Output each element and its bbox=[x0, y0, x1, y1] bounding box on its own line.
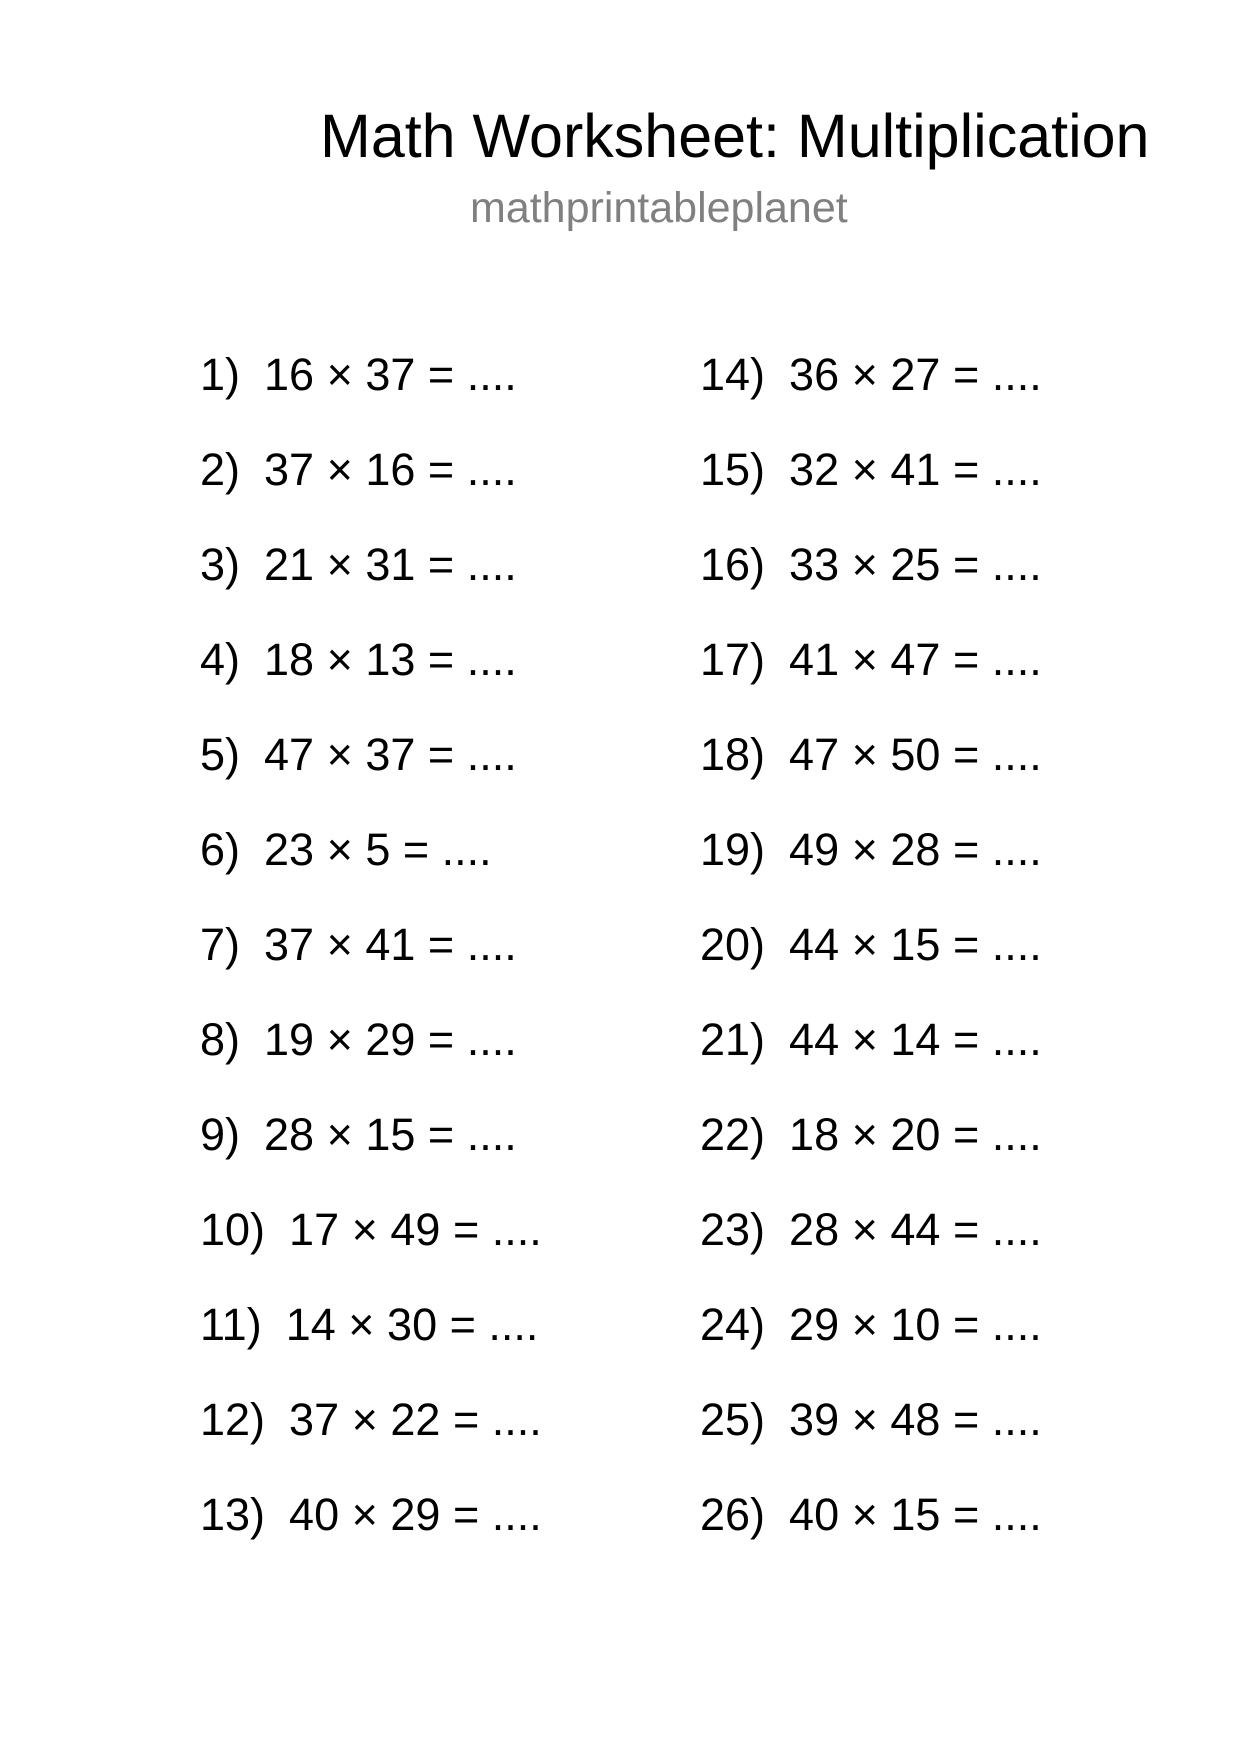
problem-expression: 18 × 20 = .... bbox=[789, 1109, 1042, 1160]
problem-12 bbox=[200, 1395, 542, 1490]
problem-expression: 32 × 41 = .... bbox=[789, 444, 1042, 495]
problem-expression: 18 × 13 = .... bbox=[264, 634, 517, 685]
problem-16 bbox=[700, 540, 1042, 635]
problem-expression: 33 × 25 = .... bbox=[789, 539, 1042, 590]
problem-6 bbox=[200, 825, 542, 920]
problem-24 bbox=[700, 1300, 1042, 1395]
problem-15 bbox=[700, 445, 1042, 540]
problem-19 bbox=[700, 825, 1042, 920]
problem-25 bbox=[700, 1395, 1042, 1490]
problem-expression: 39 × 48 = .... bbox=[789, 1394, 1042, 1445]
problem-number: 8) bbox=[200, 1014, 241, 1065]
problem-number: 7) bbox=[200, 919, 241, 970]
worksheet-subtitle: mathprintableplanet bbox=[470, 184, 848, 232]
problem-11 bbox=[200, 1300, 542, 1395]
problem-number: 24) bbox=[700, 1299, 766, 1350]
problem-18 bbox=[700, 730, 1042, 825]
problem-number: 12) bbox=[200, 1394, 266, 1445]
problem-number: 5) bbox=[200, 729, 241, 780]
problem-expression: 19 × 29 = .... bbox=[264, 1014, 517, 1065]
problem-number: 26) bbox=[700, 1489, 766, 1540]
problem-number: 4) bbox=[200, 634, 241, 685]
problem-expression: 40 × 15 = .... bbox=[789, 1489, 1042, 1540]
problem-expression: 47 × 50 = .... bbox=[789, 729, 1042, 780]
problem-expression: 41 × 47 = .... bbox=[789, 634, 1042, 685]
problem-expression: 16 × 37 = .... bbox=[264, 349, 517, 400]
problem-expression: 17 × 49 = .... bbox=[289, 1204, 542, 1255]
problem-13 bbox=[200, 1490, 542, 1585]
problem-8 bbox=[200, 1015, 542, 1110]
problem-number: 20) bbox=[700, 919, 766, 970]
problem-number: 25) bbox=[700, 1394, 766, 1445]
problem-expression: 44 × 14 = .... bbox=[789, 1014, 1042, 1065]
problem-number: 11) bbox=[200, 1299, 262, 1350]
problem-number: 1) bbox=[200, 349, 241, 400]
problem-21 bbox=[700, 1015, 1042, 1110]
problem-expression: 37 × 41 = .... bbox=[264, 919, 517, 970]
problem-expression: 28 × 44 = .... bbox=[789, 1204, 1042, 1255]
problem-expression: 14 × 30 = .... bbox=[285, 1299, 539, 1350]
problem-26 bbox=[700, 1490, 1042, 1585]
problem-expression: 47 × 37 = .... bbox=[264, 729, 517, 780]
problem-22 bbox=[700, 1110, 1042, 1205]
problem-2 bbox=[200, 445, 542, 540]
problem-number: 21) bbox=[700, 1014, 766, 1065]
problems-column-left bbox=[200, 350, 542, 1585]
problem-23 bbox=[700, 1205, 1042, 1300]
worksheet-title: Math Worksheet: Multiplication bbox=[320, 102, 1150, 170]
problem-expression: 29 × 10 = .... bbox=[789, 1299, 1042, 1350]
problem-4 bbox=[200, 635, 542, 730]
problem-number: 15) bbox=[700, 444, 766, 495]
problem-number: 13) bbox=[200, 1489, 266, 1540]
problems-column-right bbox=[700, 350, 1042, 1585]
problem-20 bbox=[700, 920, 1042, 1015]
problem-number: 2) bbox=[200, 444, 241, 495]
problem-expression: 44 × 15 = .... bbox=[789, 919, 1042, 970]
problem-expression: 37 × 16 = .... bbox=[264, 444, 517, 495]
problem-expression: 21 × 31 = .... bbox=[264, 539, 517, 590]
problem-expression: 40 × 29 = .... bbox=[289, 1489, 542, 1540]
problem-expression: 28 × 15 = .... bbox=[264, 1109, 517, 1160]
problem-number: 3) bbox=[200, 539, 241, 590]
problem-number: 19) bbox=[700, 824, 766, 875]
problem-number: 10) bbox=[200, 1204, 266, 1255]
problem-expression: 37 × 22 = .... bbox=[289, 1394, 542, 1445]
problem-number: 16) bbox=[700, 539, 766, 590]
problem-7 bbox=[200, 920, 542, 1015]
problem-10 bbox=[200, 1205, 542, 1300]
problem-1 bbox=[200, 350, 542, 445]
problem-expression: 49 × 28 = .... bbox=[789, 824, 1042, 875]
problem-number: 22) bbox=[700, 1109, 766, 1160]
problem-number: 6) bbox=[200, 824, 241, 875]
problem-14 bbox=[700, 350, 1042, 445]
problem-number: 23) bbox=[700, 1204, 766, 1255]
problem-expression: 36 × 27 = .... bbox=[789, 349, 1042, 400]
problem-expression: 23 × 5 = .... bbox=[264, 824, 492, 875]
problem-5 bbox=[200, 730, 542, 825]
problem-3 bbox=[200, 540, 542, 635]
problem-number: 18) bbox=[700, 729, 766, 780]
problem-17 bbox=[700, 635, 1042, 730]
problem-number: 14) bbox=[700, 349, 766, 400]
problem-9 bbox=[200, 1110, 542, 1205]
problem-number: 17) bbox=[700, 634, 766, 685]
problem-number: 9) bbox=[200, 1109, 241, 1160]
